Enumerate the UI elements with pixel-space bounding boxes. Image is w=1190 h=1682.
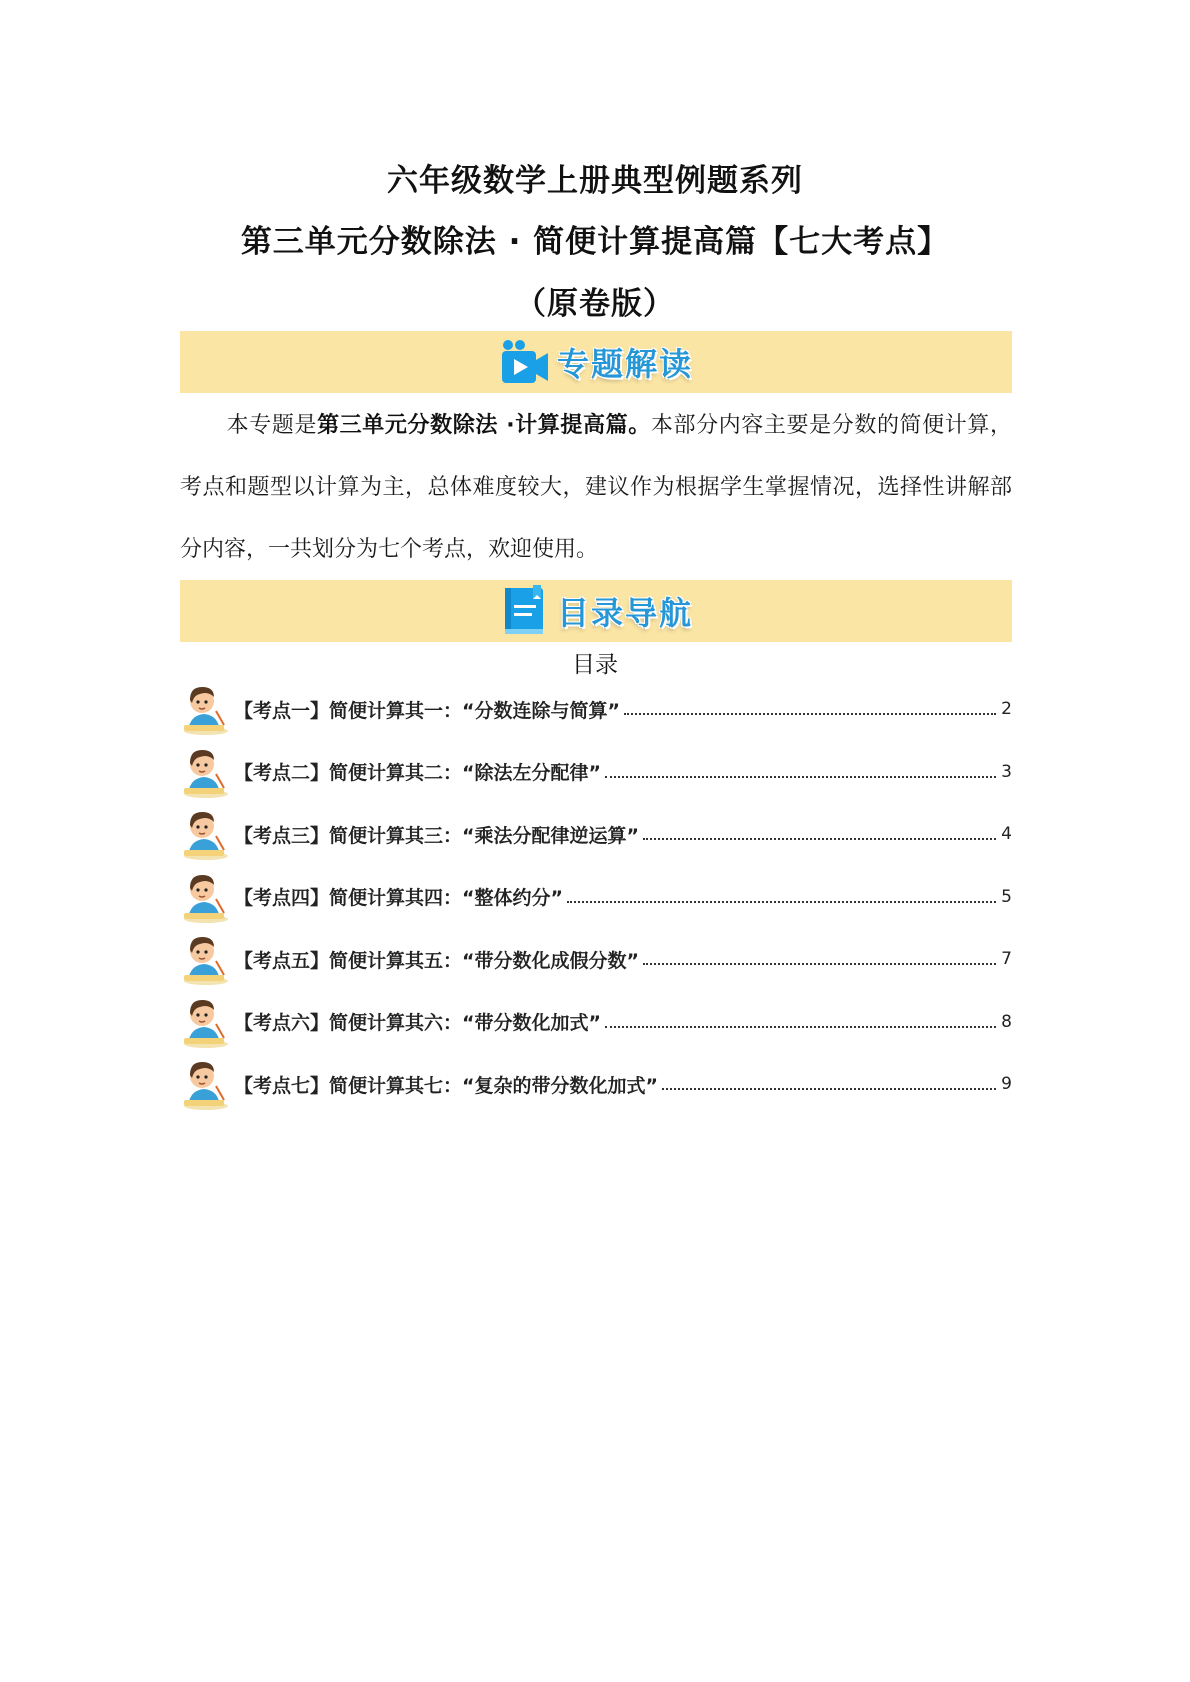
toc-item[interactable] bbox=[180, 991, 1012, 1054]
toc-leader-dots bbox=[643, 838, 996, 840]
toc-item-label: 【考点五】简便计算其五： bbox=[234, 949, 463, 972]
student-avatar-icon bbox=[180, 994, 230, 1050]
toc-item-topic: “除法左分配律” bbox=[462, 762, 601, 785]
video-play-icon bbox=[499, 336, 551, 388]
toc-leader-dots bbox=[605, 1026, 996, 1028]
table-of-contents bbox=[180, 678, 1012, 1116]
toc-leader-dots bbox=[624, 713, 996, 715]
intro-bold: 第三单元分数除法 ·计算提高篇。 bbox=[317, 413, 651, 438]
toc-leader-dots bbox=[605, 776, 996, 778]
toc-item-topic: “复杂的带分数化加式” bbox=[462, 1074, 658, 1097]
toc-item-page: 8 bbox=[1001, 1011, 1012, 1032]
student-avatar-icon bbox=[180, 744, 230, 800]
toc-item-page: 4 bbox=[1001, 824, 1012, 845]
toc-item[interactable] bbox=[180, 866, 1012, 929]
notebook-icon bbox=[499, 585, 551, 637]
student-avatar-icon bbox=[180, 681, 230, 737]
toc-banner-title: 目录导航 bbox=[556, 594, 693, 632]
toc-leader-dots bbox=[567, 901, 996, 903]
toc-item-label: 【考点二】简便计算其二： bbox=[234, 762, 463, 785]
toc-item-label: 【考点四】简便计算其四： bbox=[234, 887, 463, 910]
toc-item-page: 7 bbox=[1001, 949, 1012, 970]
toc-leader-dots bbox=[662, 1088, 996, 1090]
edition-label: （原卷版） bbox=[515, 286, 675, 322]
toc-item-page: 3 bbox=[1001, 761, 1012, 782]
toc-item[interactable] bbox=[180, 928, 1012, 991]
toc-banner bbox=[180, 580, 1012, 642]
toc-leader-dots bbox=[643, 963, 996, 965]
intro-banner bbox=[180, 331, 1012, 393]
toc-item-page: 2 bbox=[1001, 699, 1012, 720]
toc-item[interactable] bbox=[180, 803, 1012, 866]
intro-rest: 本部分内容主要是分数的简便计算，考点和题型以计算为主，总体难度较大，建议作为根据学生掌握情况，选择性讲解部分内容，一共划分为七个考点，欢迎使用。 bbox=[180, 413, 1012, 562]
toc-item-topic: “整体约分” bbox=[462, 887, 563, 910]
toc-item-label: 【考点三】简便计算其三： bbox=[234, 824, 463, 847]
student-avatar-icon bbox=[180, 931, 230, 987]
student-avatar-icon bbox=[180, 1056, 230, 1112]
toc-item-page: 9 bbox=[1001, 1074, 1012, 1095]
intro-lead: 本专题是 bbox=[226, 413, 318, 438]
student-avatar-icon bbox=[180, 869, 230, 925]
intro-banner-title: 专题解读 bbox=[556, 345, 693, 383]
intro-paragraph bbox=[180, 395, 1012, 581]
toc-item-topic: “分数连除与简算” bbox=[462, 699, 620, 722]
toc-item-topic: “带分数化成假分数” bbox=[462, 949, 639, 972]
toc-item[interactable] bbox=[180, 741, 1012, 804]
student-avatar-icon bbox=[180, 806, 230, 862]
toc-item-page: 5 bbox=[1001, 886, 1012, 907]
toc-heading: 目录 bbox=[572, 652, 618, 678]
toc-item-label: 【考点七】简便计算其七： bbox=[234, 1074, 463, 1097]
toc-item-label: 【考点六】简便计算其六： bbox=[234, 1012, 463, 1035]
document-title: 六年级数学上册典型例题系列 bbox=[387, 163, 803, 199]
document-subtitle: 第三单元分数除法 · 简便计算提高篇【七大考点】 bbox=[240, 224, 950, 260]
toc-item-label: 【考点一】简便计算其一： bbox=[234, 699, 463, 722]
toc-item[interactable] bbox=[180, 678, 1012, 741]
toc-item[interactable] bbox=[180, 1053, 1012, 1116]
toc-item-topic: “带分数化加式” bbox=[462, 1012, 601, 1035]
toc-item-topic: “乘法分配律逆运算” bbox=[462, 824, 639, 847]
